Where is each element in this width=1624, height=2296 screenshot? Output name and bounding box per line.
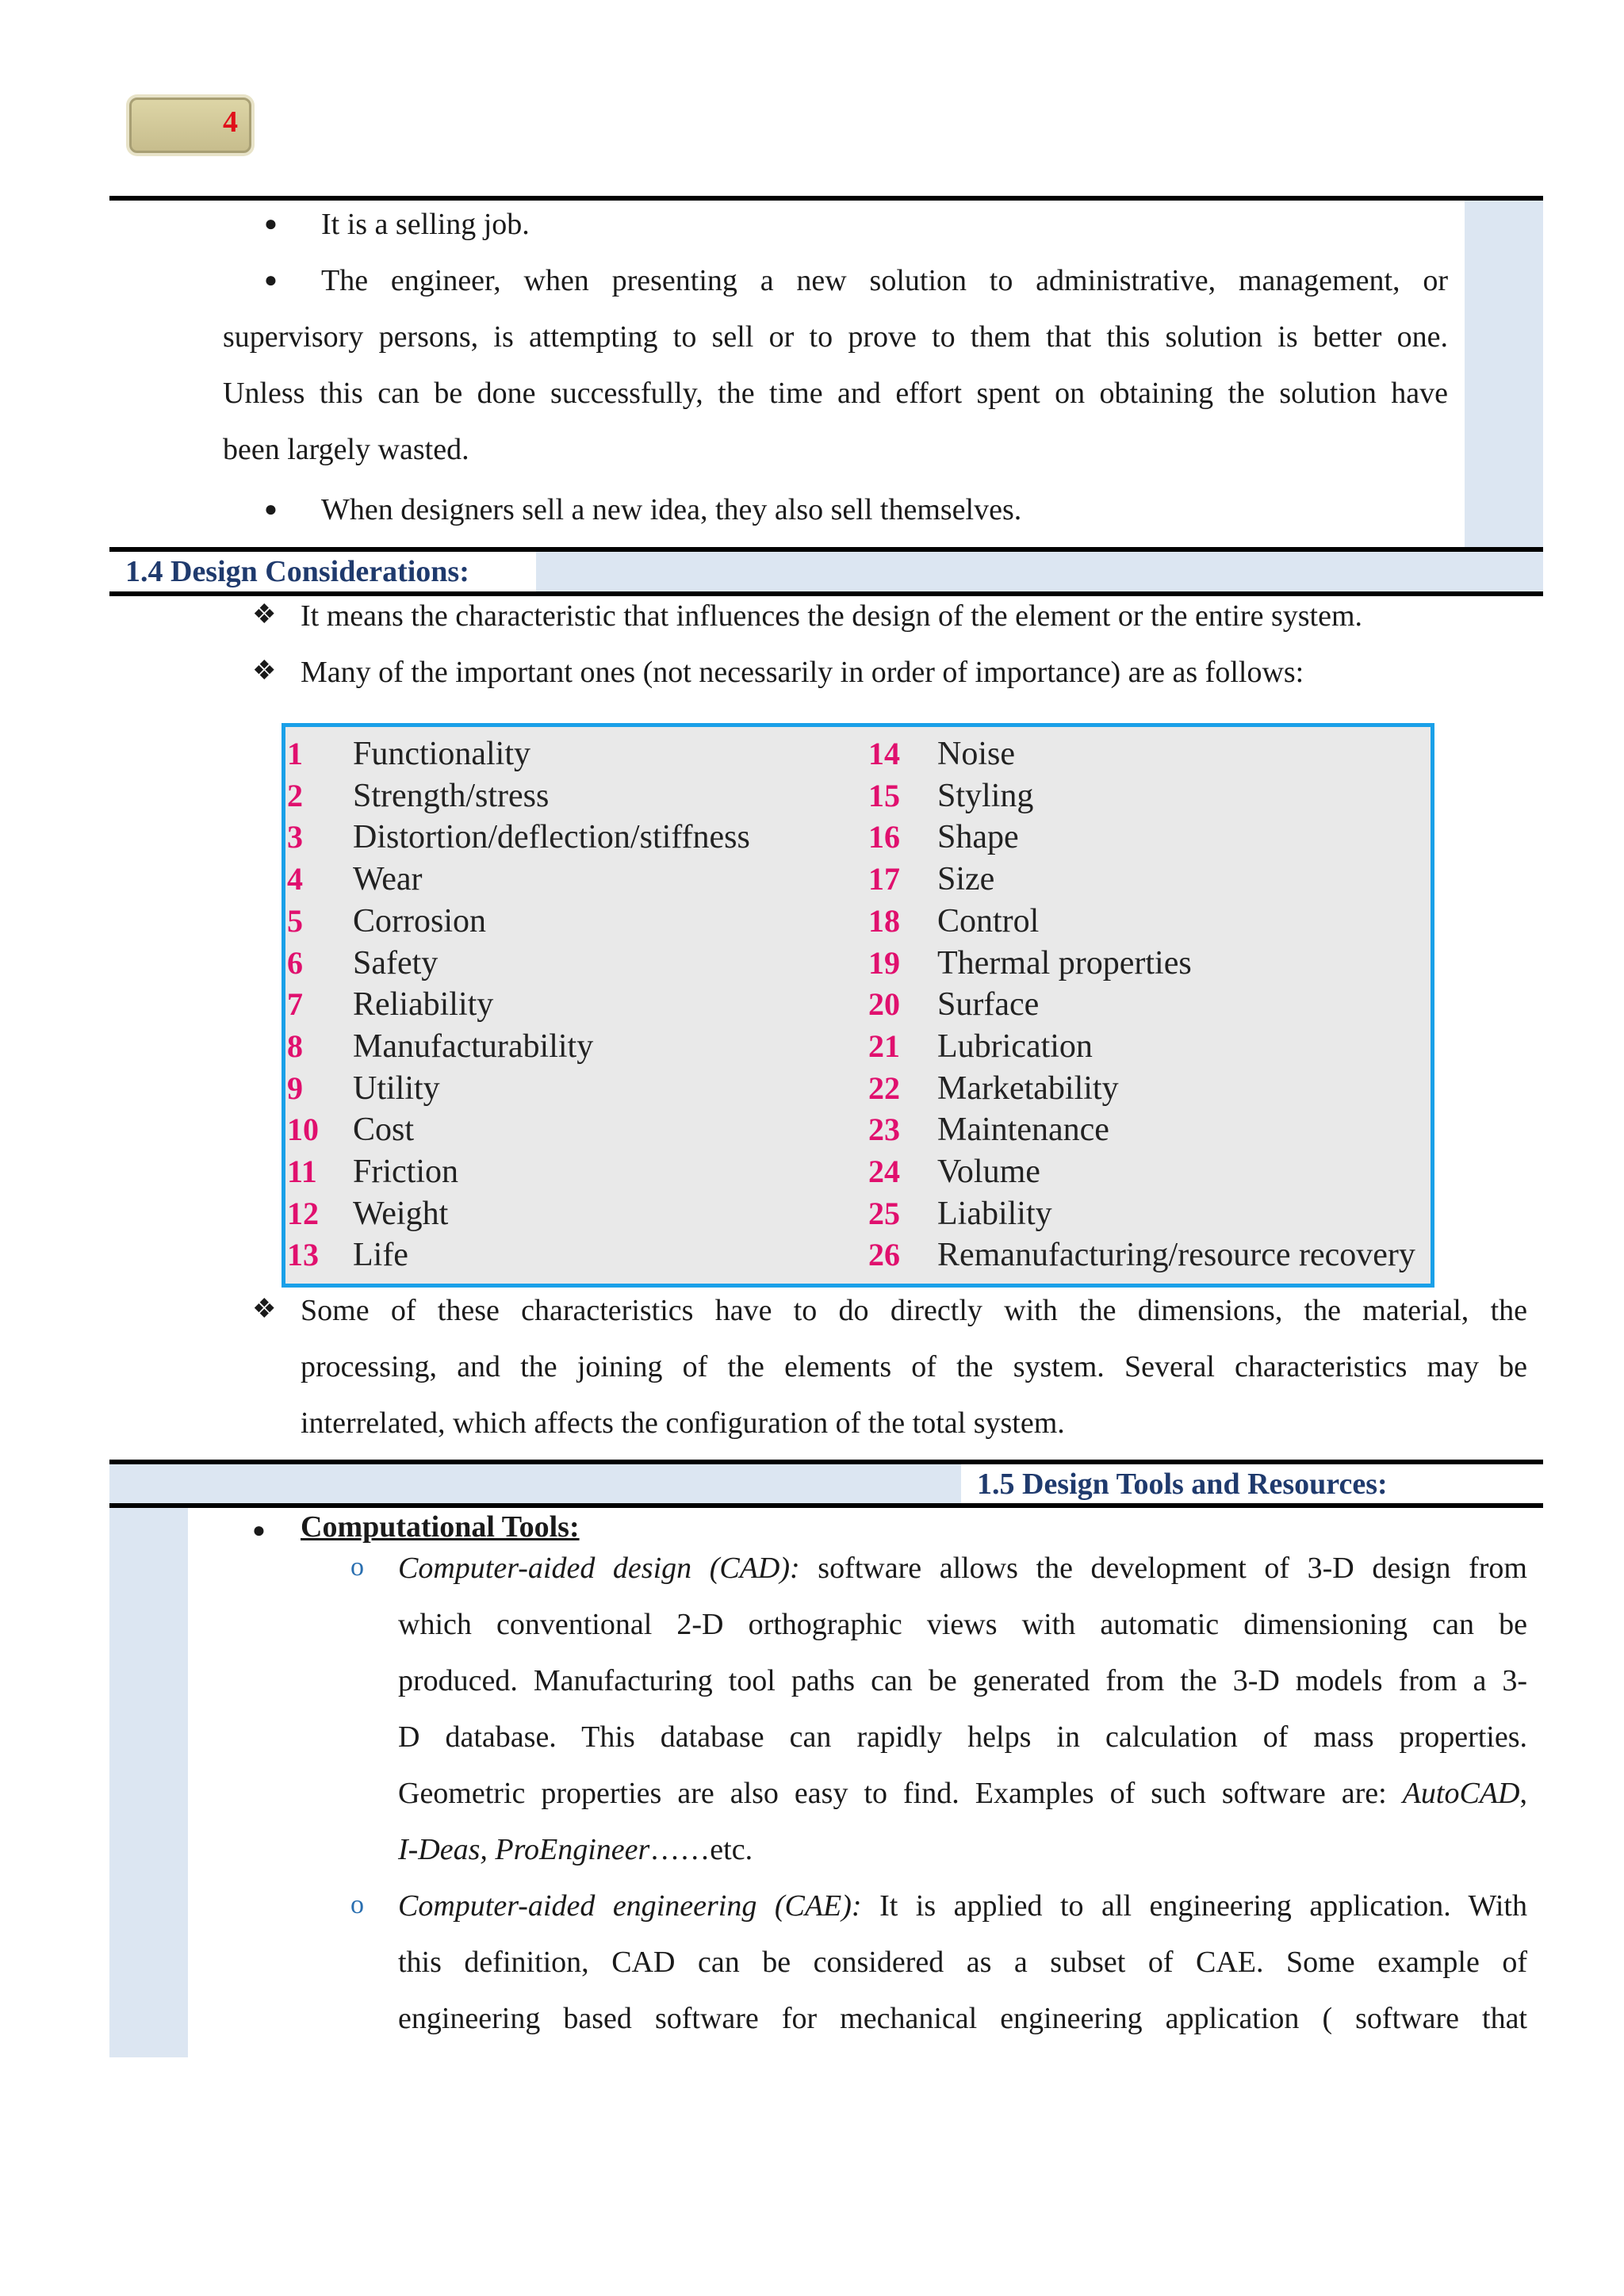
bullet-text: When designers sell a new idea, they also sell themselves. <box>321 493 1022 526</box>
consideration-number: 14 <box>868 736 900 771</box>
cad-text: , <box>1519 1777 1527 1810</box>
closing-text: processing, and the joining of the elements of the system. Several characteristics may be <box>301 1350 1527 1383</box>
consideration-label: Lubrication <box>937 1027 1093 1065</box>
consideration-label: Reliability <box>353 986 494 1024</box>
consideration-label: Liability <box>937 1195 1052 1232</box>
consideration-intro: It means the characteristic that influences the design of the element or the entire system. <box>301 599 1362 633</box>
consideration-label: Manufacturability <box>353 1027 594 1065</box>
consideration-label: Noise <box>937 736 1015 772</box>
page-number: 4 <box>223 105 238 139</box>
consideration-number: 25 <box>868 1195 900 1231</box>
cad-example: I-Deas, ProEngineer <box>398 1833 650 1866</box>
consideration-number: 16 <box>868 819 900 855</box>
cae-line <box>398 1878 1527 1934</box>
consideration-label: Distortion/deflection/stiffness <box>353 819 750 856</box>
consideration-number: 17 <box>868 861 900 897</box>
cae-term: Computer-aided engineering (CAE): <box>398 1889 862 1923</box>
consideration-number: 2 <box>287 777 303 813</box>
cad-text: software allows the development of 3-D design from <box>799 1552 1527 1585</box>
consideration-label: Thermal properties <box>937 944 1192 982</box>
consideration-label: Size <box>937 861 995 898</box>
consideration-number: 26 <box>868 1237 900 1273</box>
bullet-dot: ● <box>264 212 278 236</box>
consideration-number: 22 <box>868 1070 900 1106</box>
cad-line: D database. This database can rapidly helps in calculation of mass properties. <box>398 1720 1527 1754</box>
bullet-text: supervisory persons, is attempting to sell or to prove to them that this solution is better one. <box>223 320 1448 354</box>
consideration-label: Weight <box>353 1195 449 1232</box>
consideration-number: 10 <box>287 1112 319 1148</box>
circle-bullet-icon: o <box>350 1890 364 1919</box>
consideration-number: 21 <box>868 1027 900 1064</box>
consideration-number: 24 <box>868 1154 900 1189</box>
cad-text: Geometric properties are also easy to find. Examples of such software are: <box>398 1777 1403 1810</box>
consideration-label: Utility <box>353 1070 440 1107</box>
consideration-label: Maintenance <box>937 1112 1109 1149</box>
cad-line <box>398 1822 1527 1878</box>
heading-band <box>536 552 1543 591</box>
bullet-dot: ● <box>264 497 278 522</box>
diamond-bullet-icon: ❖ <box>252 1295 277 1324</box>
cad-text: ……etc. <box>649 1833 753 1866</box>
diamond-bullet-icon: ❖ <box>252 600 277 629</box>
heading-band <box>109 1464 961 1504</box>
consideration-label: Shape <box>937 819 1019 856</box>
closing-text: Some of these characteristics have to do directly with the dimensions, the material, the <box>301 1294 1527 1327</box>
consideration-number: 6 <box>287 944 303 981</box>
cae-line: this definition, CAD can be considered as a subset of CAE. Some example of <box>398 1946 1527 1979</box>
cae-text: It is applied to all engineering application. With <box>861 1889 1527 1923</box>
bullet-text: been largely wasted. <box>223 433 469 466</box>
consideration-label: Strength/stress <box>353 777 550 814</box>
side-band-right <box>1465 201 1543 547</box>
closing-text: interrelated, which affects the configuration of the total system. <box>301 1406 1065 1440</box>
consideration-number: 11 <box>287 1154 317 1189</box>
consideration-label: Surface <box>937 986 1040 1024</box>
cad-line <box>398 1540 1527 1597</box>
diamond-bullet-icon: ❖ <box>252 656 277 686</box>
bullet-dot: ● <box>264 268 278 293</box>
consideration-label: Wear <box>353 861 423 898</box>
consideration-number: 20 <box>868 986 900 1023</box>
consideration-number: 4 <box>287 861 303 897</box>
consideration-label: Life <box>353 1237 408 1274</box>
consideration-label: Styling <box>937 777 1034 814</box>
consideration-label: Marketability <box>937 1070 1119 1107</box>
consideration-number: 15 <box>868 777 900 813</box>
consideration-number: 13 <box>287 1237 319 1273</box>
consideration-number: 23 <box>868 1112 900 1148</box>
consideration-label: Corrosion <box>353 902 486 939</box>
consideration-label: Cost <box>353 1112 415 1149</box>
consideration-number: 8 <box>287 1027 303 1064</box>
consideration-number: 12 <box>287 1195 319 1231</box>
section-heading-design-considerations: 1.4 Design Considerations: <box>125 555 469 588</box>
cad-term: Computer-aided design (CAD): <box>398 1552 800 1585</box>
consideration-number: 5 <box>287 902 303 939</box>
cae-line: engineering based software for mechanical engineering application ( software that <box>398 2002 1527 2035</box>
section-heading-design-tools: 1.5 Design Tools and Resources: <box>977 1468 1388 1501</box>
consideration-intro: Many of the important ones (not necessarily in order of importance) are as follows: <box>301 656 1304 689</box>
consideration-label: Volume <box>937 1154 1040 1190</box>
page-number-badge <box>129 98 251 153</box>
cad-example: AutoCAD <box>1402 1777 1520 1810</box>
consideration-number: 9 <box>287 1070 303 1106</box>
consideration-number: 7 <box>287 986 303 1023</box>
consideration-number: 3 <box>287 819 303 855</box>
consideration-number: 1 <box>287 736 303 771</box>
cad-line: produced. Manufacturing tool paths can be generated from the 3-D models from a 3- <box>398 1664 1527 1697</box>
consideration-number: 19 <box>868 944 900 981</box>
bullet-text: Unless this can be done successfully, the time and effort spent on obtaining the solution have <box>223 377 1448 410</box>
consideration-number: 18 <box>868 902 900 939</box>
circle-bullet-icon: o <box>350 1552 364 1582</box>
consideration-label: Remanufacturing/resource recovery <box>937 1237 1415 1274</box>
side-band-left <box>109 1508 188 2057</box>
considerations-table <box>282 723 1434 1288</box>
cad-line <box>398 1766 1527 1822</box>
bullet-text: It is a selling job. <box>321 208 530 241</box>
consideration-label: Control <box>937 902 1040 939</box>
bullet-dot: ● <box>252 1518 266 1543</box>
consideration-label: Friction <box>353 1154 458 1190</box>
cad-line: which conventional 2-D orthographic views with automatic dimensioning can be <box>398 1608 1527 1641</box>
bullet-text: The engineer, when presenting a new solution to administrative, management, or <box>321 264 1448 297</box>
consideration-label: Functionality <box>353 736 530 772</box>
subheading-computational-tools: Computational Tools: <box>301 1510 580 1544</box>
consideration-label: Safety <box>353 944 439 982</box>
